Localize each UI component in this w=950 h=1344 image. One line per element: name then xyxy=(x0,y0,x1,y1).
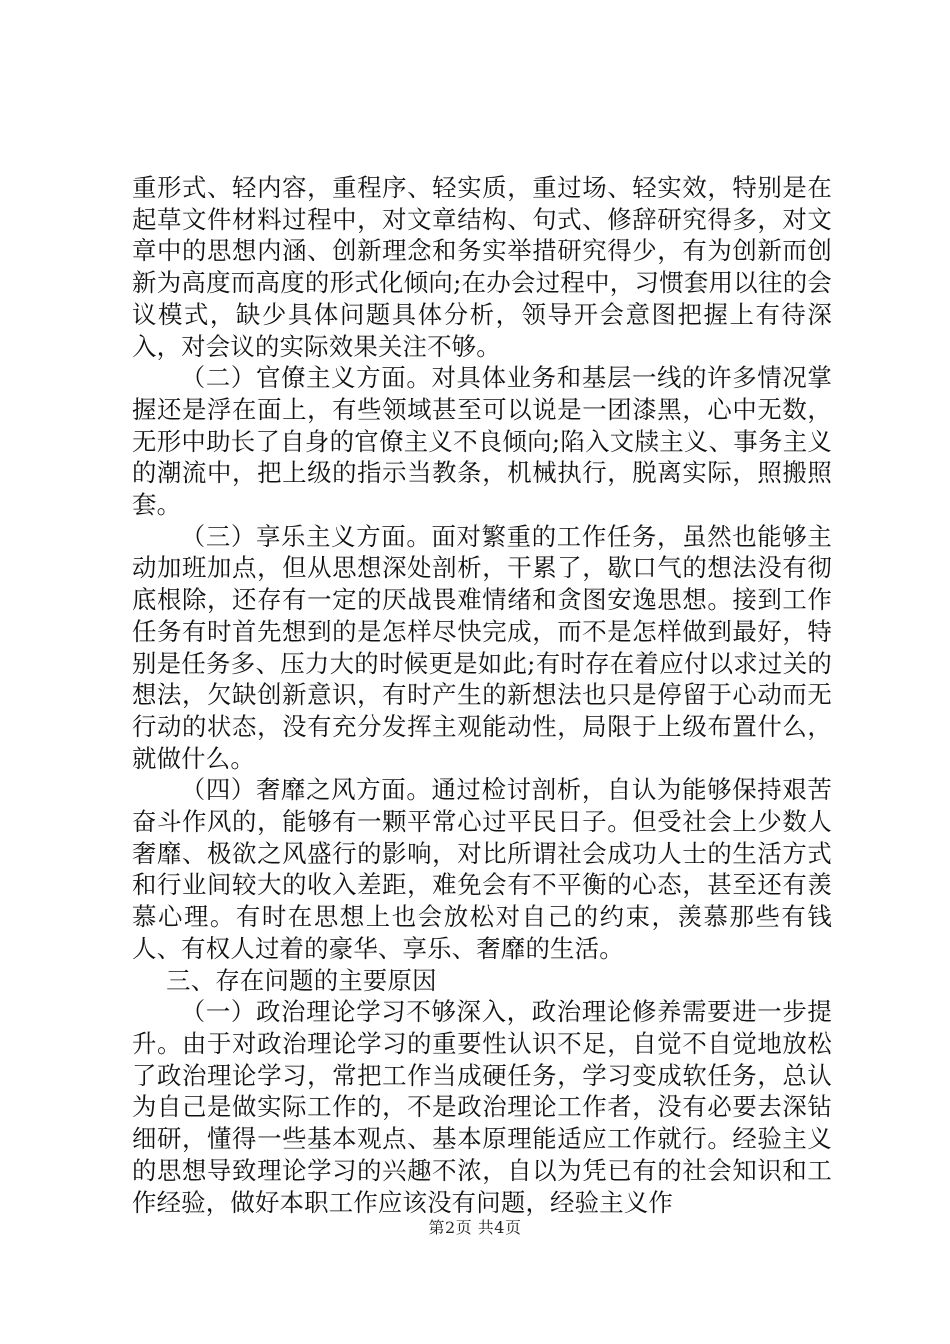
paragraph-formalism-continued: 重形式、轻内容，重程序、轻实质，重过场、轻实效，特别是在起草文件材料过程中，对文章结构、句式、修辞研究得多，对文章中的思想内涵、创新理念和务实举措研究得少，有为创新而创新为高度而高度的形式化倾向;在办会过程中，习惯套用以往的会议模式，缺少具体问题具体分析，领导开会意图把握上有待深入，对会议的实际效果关注不够。 xyxy=(132,173,832,361)
page-footer: 第2页 共4页 xyxy=(428,1218,522,1237)
paragraph-bureaucratism: （二）官僚主义方面。对具体业务和基层一线的许多情况掌握还是浮在面上，有些领域甚至可以说是一团漆黑，心中无数，无形中助长了自身的官僚主义不良倾向;陷入文牍主义、事务主义的潮流中，把上级的指示当教条，机械执行，脱离实际，照搬照套。 xyxy=(132,363,832,520)
document-body xyxy=(132,172,832,1218)
section-heading-main-causes: 三、存在问题的主要原因 xyxy=(166,965,437,995)
paragraph-theory-study: （一）政治理论学习不够深入，政治理论修养需要进一步提升。由于对政治理论学习的重要性认识不足，自觉不自觉地放松了政治理论学习，常把工作当成硬任务，学习变成软任务，总认为自己是做实际工作的，不是政治理论工作者，没有必要去深钻细研，懂得一些基本观点、基本原理能适应工作就行。经验主义的思想导致理论学习的兴趣不浓，自以为凭已有的社会知识和工作经验，做好本职工作应该没有问题，经验主义作 xyxy=(132,997,832,1217)
paragraph-hedonism: （三）享乐主义方面。面对繁重的工作任务，虽然也能够主动加班加点，但从思想深处剖析，干累了，歇口气的想法没有彻底根除，还存有一定的厌战畏难情绪和贪图安逸思想。接到工作任务有时首先想到的是怎样尽快完成，而不是怎样做到最好，特别是任务多、压力大的时候更是如此;有时存在着应付以求过关的想法，欠缺创新意识，有时产生的新想法也只是停留于心动而无行动的状态，没有充分发挥主观能动性，局限于上级布置什么，就做什么。 xyxy=(132,521,832,773)
paragraph-extravagance: （四）奢靡之风方面。通过检讨剖析，自认为能够保持艰苦奋斗作风的，能够有一颗平常心过平民日子。但受社会上少数人奢靡、极欲之风盛行的影响，对比所谓社会成功人士的生活方式和行业间较大的收入差距，难免会有不平衡的心态，甚至还有羡慕心理。有时在思想上也会放松对自己的约束，羡慕那些有钱人、有权人过着的豪华、享乐、奢靡的生活。 xyxy=(132,775,832,963)
